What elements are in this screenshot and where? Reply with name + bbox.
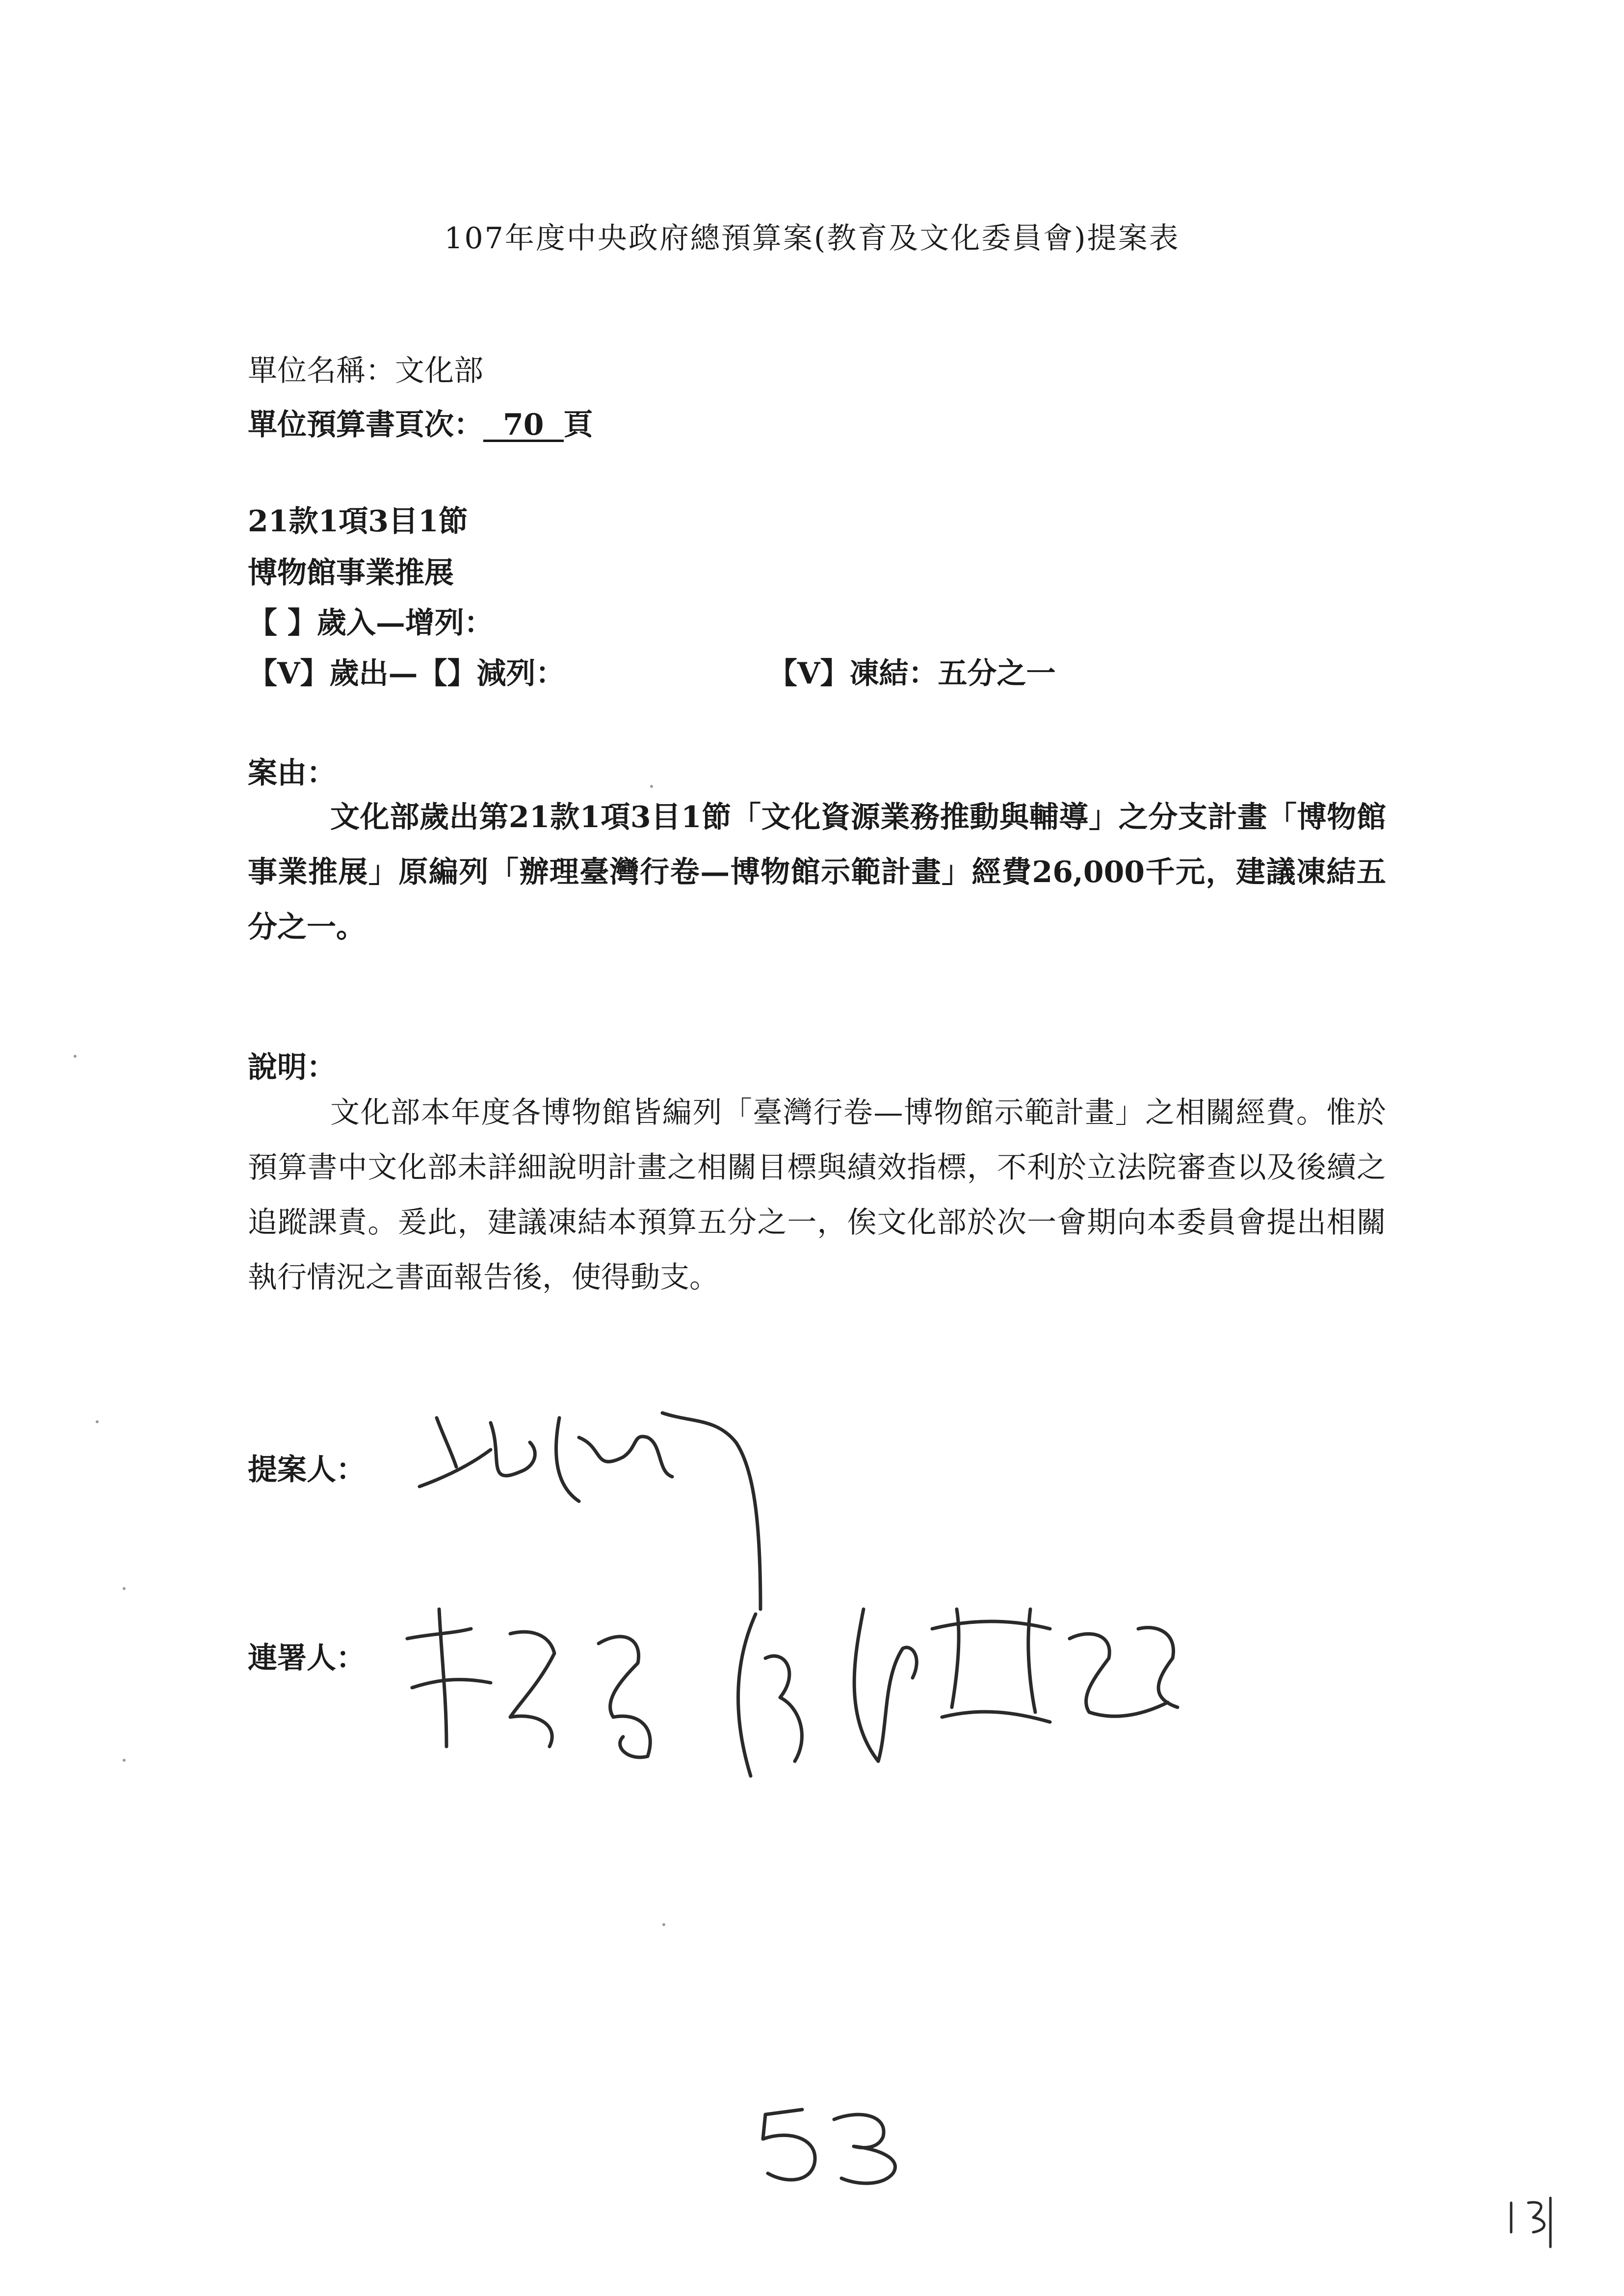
explanation-heading: 說明： xyxy=(248,1050,336,1085)
revenue-line: 【 】歲入—增列： xyxy=(248,606,494,640)
reason-text: 文化部歲出第21款1項3目1節「文化資源業務推動與輔導」之分支計畫「博物館事業推展」原編列「辦理臺灣行卷—博物館示範計畫」經費26,000千元，建議凍結五分之一。 xyxy=(248,800,1386,944)
cosigner-signatures xyxy=(393,1599,1266,1805)
program-name: 博物館事業推展 xyxy=(248,556,454,590)
reason-heading: 案由： xyxy=(248,756,336,790)
budget-page-line xyxy=(248,401,593,444)
freeze-line: 【V】凍結：五分之一 xyxy=(768,656,1056,691)
document-title: 107年度中央政府總預算案(教育及文化委員會)提案表 xyxy=(444,221,1180,256)
scan-speck xyxy=(96,1420,99,1423)
explanation-text: 文化部本年度各博物館皆編列「臺灣行卷—博物館示範計畫」之相關經費。惟於預算書中文化部未詳細說明計畫之相關目標與績效指標，不利於立法院審查以及後續之追蹤課責。爰此，建議凍結本預算五分之一，俟文化部於次一會期向本委員會提出相關執行情況之書面報告後，使得動支。 xyxy=(248,1096,1386,1295)
scan-speck xyxy=(650,785,653,788)
proposer-label: 提案人： xyxy=(248,1453,366,1487)
budget-page-suffix: 頁 xyxy=(563,408,593,442)
scan-speck xyxy=(662,1923,665,1926)
handwritten-page-number xyxy=(756,2100,913,2188)
budget-page-prefix: 單位預算書頁次： xyxy=(248,408,483,442)
budget-page-number: 70 xyxy=(483,410,564,442)
scan-speck xyxy=(123,1759,126,1762)
corner-mark xyxy=(1499,2193,1563,2262)
expense-line: 【V】歲出—【】減列： xyxy=(248,656,565,691)
cosigner-label: 連署人： xyxy=(248,1641,366,1675)
explanation-paragraph xyxy=(248,1085,1386,1305)
scan-speck xyxy=(74,1055,77,1058)
unit-name: 單位名稱：文化部 xyxy=(248,354,483,388)
scan-speck xyxy=(123,1587,126,1590)
section-reference: 21款1項3目1節 xyxy=(248,504,468,539)
reason-paragraph xyxy=(248,790,1386,955)
